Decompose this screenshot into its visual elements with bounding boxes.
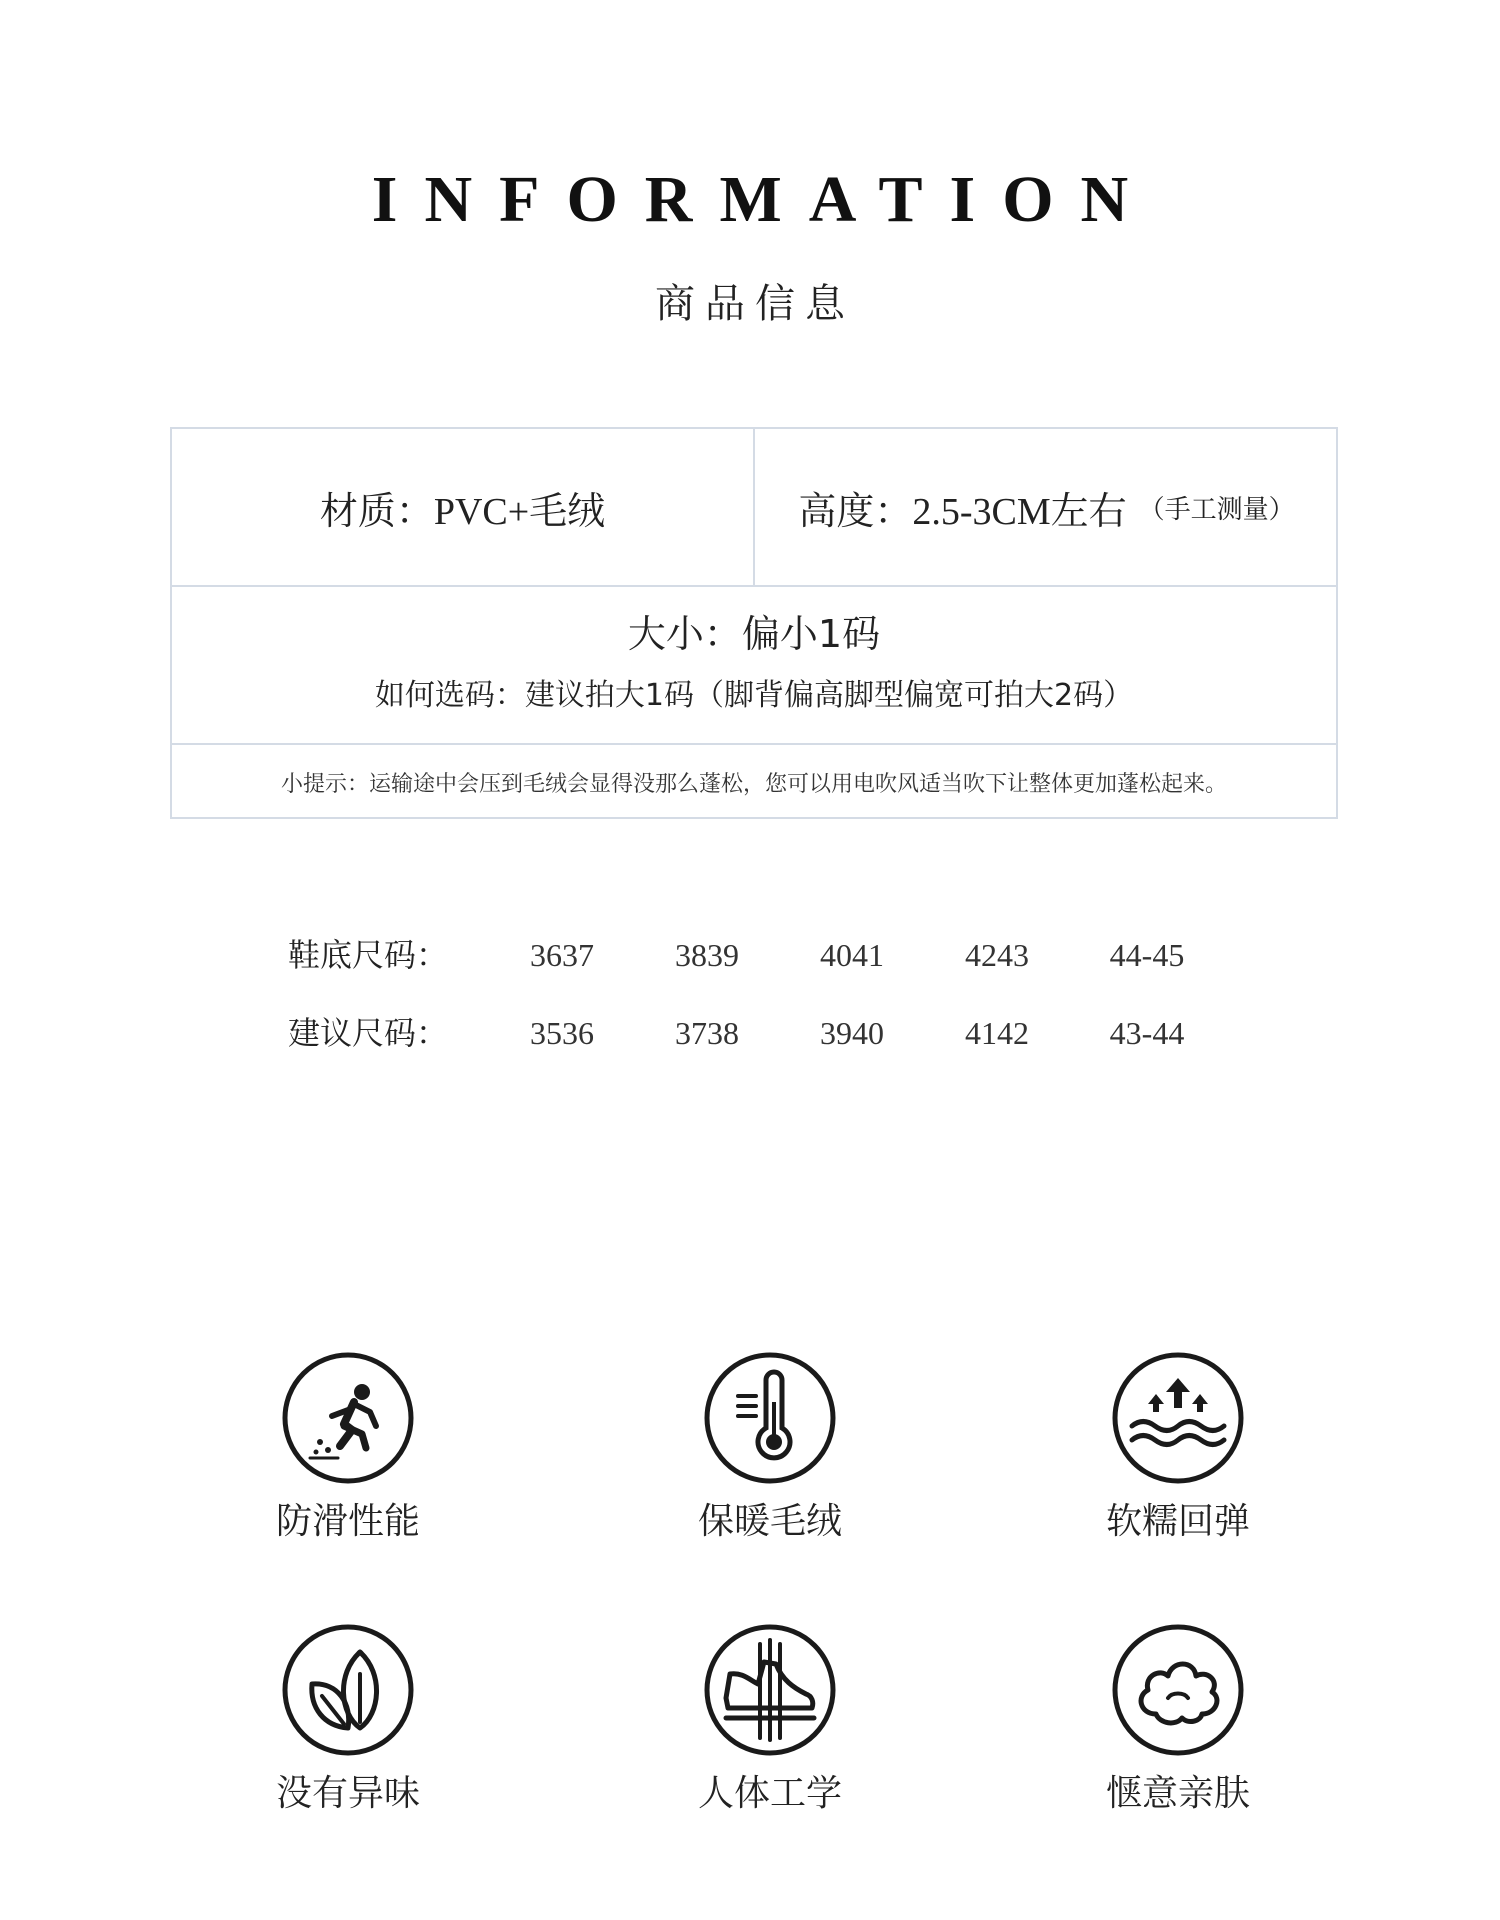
size-cell: 3637: [530, 937, 594, 973]
info-row-tip: [172, 745, 1336, 819]
height-value: 2.5-3CM左右: [912, 490, 1127, 533]
material-cell: [172, 429, 755, 585]
size-cell: 3738: [675, 1015, 739, 1051]
info-row-size: [172, 587, 1336, 745]
material-label: 材质：: [319, 488, 434, 533]
size-row-label: 建议尺码：: [288, 1014, 449, 1052]
size-row-label: 鞋底尺码：: [288, 936, 449, 974]
size-cell: 4243: [965, 937, 1029, 973]
feature-soft-rebound: [1048, 1350, 1308, 1546]
ergonomic-shoe-icon: [702, 1622, 838, 1758]
size-row-sole: [0, 930, 1500, 980]
feature-label: 保暖毛绒: [697, 1501, 842, 1542]
feature-warm-plush: [640, 1350, 900, 1546]
size-cell: 3940: [820, 1015, 884, 1051]
size-cell: 44-45: [1109, 937, 1185, 973]
feature-label: 软糯回弹: [1105, 1501, 1250, 1542]
feature-label: 防滑性能: [275, 1501, 420, 1542]
size-cell: 3536: [530, 1015, 594, 1051]
leaf-icon: [280, 1622, 416, 1758]
tip-text: 小提示：运输途中会压到毛绒会显得没那么蓬松，您可以用电吹风适当吹下让整体更加蓬松起来。: [280, 771, 1227, 797]
info-row-material-height: [172, 429, 1336, 587]
feature-ergonomic: [640, 1622, 900, 1818]
height-cell: [755, 429, 1338, 585]
size-cell: 4142: [965, 1015, 1029, 1051]
choose-value: 建议拍大1码（脚背偏高脚型偏宽可拍大2码）: [524, 678, 1134, 713]
size-cell: 3839: [675, 937, 739, 973]
size-cell: 4041: [820, 937, 884, 973]
info-table: [170, 427, 1338, 819]
anti-slip-icon: [280, 1350, 416, 1486]
choose-size-line: [172, 675, 1336, 717]
feature-label: 惬意亲肤: [1105, 1773, 1250, 1814]
rebound-wave-icon: [1110, 1350, 1246, 1486]
feature-label: 人体工学: [697, 1773, 842, 1814]
choose-label: 如何选码：: [374, 678, 525, 713]
material-value: PVC+毛绒: [433, 490, 606, 533]
page-subtitle: 商品信息: [655, 281, 855, 327]
feature-no-odor: [218, 1622, 478, 1818]
thermometer-icon: [702, 1350, 838, 1486]
feature-label: 没有异味: [275, 1773, 420, 1814]
feature-skin-friendly: [1048, 1622, 1308, 1818]
size-cell: 43-44: [1109, 1015, 1185, 1051]
height-label: 高度：: [798, 488, 913, 533]
size-label: 大小：: [627, 612, 742, 656]
height-note: （手工测量）: [1138, 494, 1295, 525]
size-line: [172, 609, 1336, 659]
size-value: 偏小1码: [741, 612, 881, 656]
cloud-icon: [1110, 1622, 1246, 1758]
feature-anti-slip: [218, 1350, 478, 1546]
page-title: INFORMATION: [371, 163, 1156, 236]
size-row-recommended: [0, 1008, 1500, 1058]
